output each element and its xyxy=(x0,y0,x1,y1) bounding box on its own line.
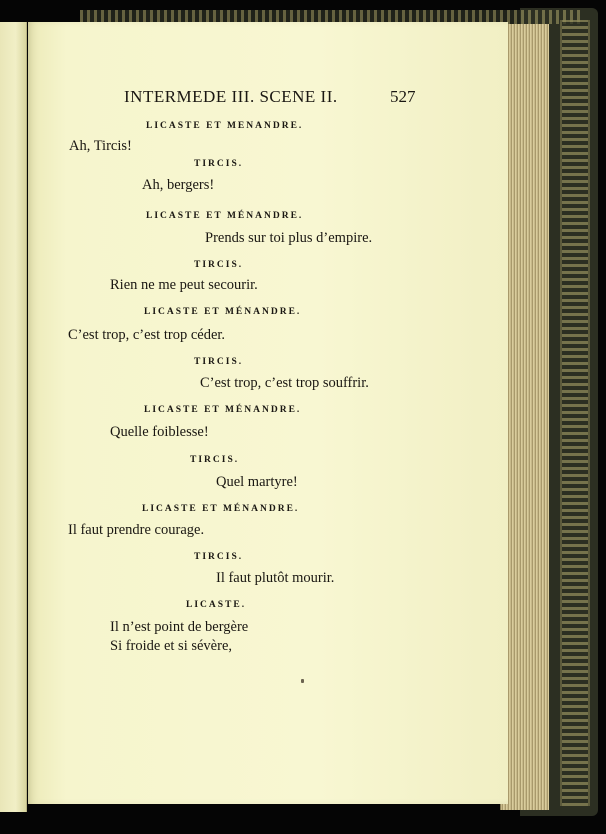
speaker-label: LICASTE ET MÉNANDRE. xyxy=(144,405,302,415)
speaker-label: LICASTE ET MÉNANDRE. xyxy=(146,211,304,221)
verse-line: Prends sur toi plus d’empire. xyxy=(205,230,373,246)
ink-speck xyxy=(301,679,304,683)
speaker-label: TIRCIS. xyxy=(194,159,244,169)
verse-line: Il n’est point de bergère xyxy=(110,619,249,635)
verse-line: Il faut prendre courage. xyxy=(68,522,205,538)
running-title: INTERMEDE III. SCENE II. xyxy=(124,87,338,106)
speaker-label: TIRCIS. xyxy=(190,455,240,465)
verse-line: Ah, bergers! xyxy=(142,177,215,193)
verse-line: Quel martyre! xyxy=(216,474,298,490)
verse-line: C’est trop, c’est trop céder. xyxy=(68,327,226,343)
verse-line: C’est trop, c’est trop souffrir. xyxy=(200,375,369,391)
speaker-label: LICASTE ET MÉNANDRE. xyxy=(142,504,300,514)
cover-border-right xyxy=(560,20,590,806)
speaker-label: TIRCIS. xyxy=(194,357,244,367)
speaker-label: TIRCIS. xyxy=(194,260,244,270)
speaker-label: TIRCIS. xyxy=(194,552,244,562)
speaker-label: LICASTE ET MÉNANDRE. xyxy=(144,307,302,317)
verse-line: Ah, Tircis! xyxy=(69,138,132,154)
page-number: 527 xyxy=(390,87,416,106)
book-page xyxy=(28,22,508,804)
facing-page-edge xyxy=(0,22,27,812)
verse-line: Quelle foiblesse! xyxy=(110,424,209,440)
verse-line: Si froide et si sévère, xyxy=(110,638,233,654)
verse-line: Rien ne me peut secourir. xyxy=(110,277,258,293)
verse-line: Il faut plutôt mourir. xyxy=(216,570,335,586)
speaker-label: LICASTE ET MENANDRE. xyxy=(146,121,304,131)
speaker-label: LICASTE. xyxy=(186,600,247,610)
